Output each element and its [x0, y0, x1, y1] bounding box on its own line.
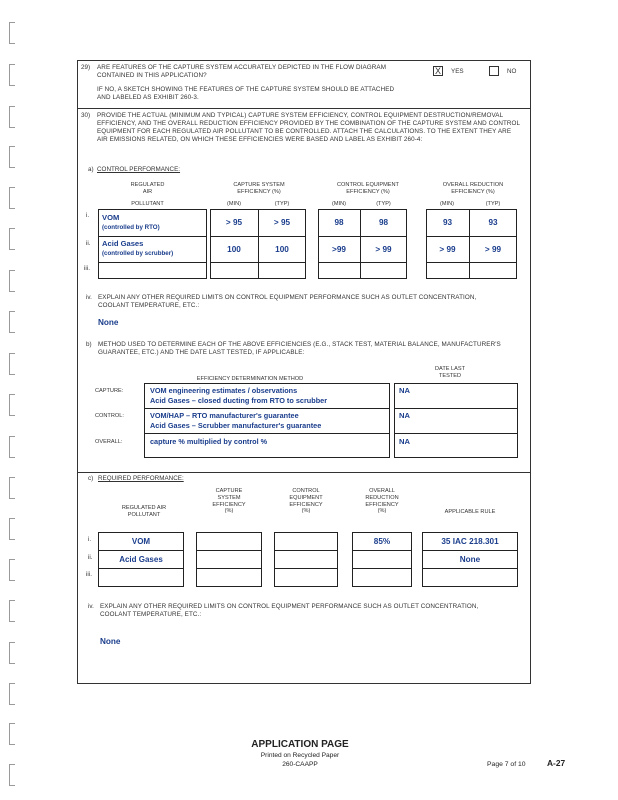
a-row-2-pollutant-note: (controlled by scrubber): [102, 250, 174, 257]
b-row-control-date[interactable]: NA: [399, 411, 410, 420]
c-col-capture-header: CAPTURE SYSTEM EFFICIENCY (%): [212, 488, 246, 515]
q30-text: PROVIDE THE ACTUAL (MINIMUM AND TYPICAL) CAPTURE SYSTEM EFFICIENCY, CONTROL EQUIPMENT DESTRUCTION/REMOVAL EFFICIENCY, AND THE OVERALL REDUCTION EFFICIENCY PROVIDED BY THE COMBINATION OF THE CAPTURE SYSTEM AND CONTROL EQUIPMENT FOR EACH REGULATED AIR POLLUTANT TO BE CONTROLLED. ATTACH THE CALCULATIONS. TO THE EXTENT THEY ARE AIR EMISSIONS RELATED, ON WHICH THESE EFFICIENCIES WERE BASED AND LABEL AS EXHIBIT 260-4:: [97, 112, 520, 143]
a-row-3-capture-typ[interactable]: [258, 262, 306, 279]
b-col-date-header: DATE LAST TESTED: [434, 366, 466, 379]
a-row-1-control-min[interactable]: 98: [334, 218, 344, 227]
divider-29: [77, 108, 531, 109]
a-row-1-overall-min[interactable]: 93: [442, 218, 453, 227]
a-row-3-overall-typ[interactable]: [469, 262, 517, 279]
a-col-control-header: CONTROL EQUIPMENT EFFICIENCY (%): [337, 182, 399, 195]
a-col-capture-header: CAPTURE SYSTEM EFFICIENCY (%): [233, 182, 285, 195]
c-iv-question: EXPLAIN ANY OTHER REQUIRED LIMITS ON CONTROL EQUIPMENT PERFORMANCE SUCH AS OUTLET CONCENTRATION, COOLANT TEMPERATURE, ETC.:: [100, 603, 479, 618]
yes-label: YES: [451, 68, 464, 75]
a-row-1-overall-typ[interactable]: 93: [488, 218, 498, 227]
c-row-1-pollutant[interactable]: VOM: [131, 536, 151, 546]
b-row-capture-method-1[interactable]: VOM engineering estimates / observations: [150, 386, 298, 395]
section-b-text: METHOD USED TO DETERMINE EACH OF THE ABOVE EFFICIENCIES (E.G., STACK TEST, MATERIAL BALANCE, MANUFACTURER'S GUARANTEE, ETC.) AND THE DATE LAST TESTED, IF APPLICABLE:: [98, 341, 501, 356]
a-row-2-capture-typ[interactable]: 100: [275, 244, 289, 254]
a-row-3-number: iii.: [84, 265, 90, 272]
a-iv-number: iv.: [86, 294, 92, 301]
c-row-2-pollutant[interactable]: Acid Gases: [119, 554, 163, 564]
b-col-method-header: EFFICIENCY DETERMINATION METHOD: [196, 376, 304, 382]
c-row-1-overall[interactable]: 85%: [373, 536, 391, 546]
divider-c: [77, 472, 531, 473]
section-c-letter: c): [88, 475, 94, 482]
c-row-3-overall[interactable]: [352, 568, 412, 587]
a-row-1-pollutant[interactable]: VOM: [102, 213, 120, 222]
footer-page-code: A-27: [547, 758, 566, 768]
q30-number: 30): [81, 112, 91, 119]
footer-form-number: 260-CAAPP: [282, 761, 318, 768]
a-iv-question: EXPLAIN ANY OTHER REQUIRED LIMITS ON CONTROL EQUIPMENT PERFORMANCE SUCH AS OUTLET CONCENTRATION, COOLANT TEMPERATURE, ETC.:: [98, 294, 477, 309]
b-row-overall-date[interactable]: NA: [399, 437, 410, 446]
b-row-overall-method[interactable]: capture % multiplied by control %: [150, 437, 268, 446]
a-row-2-overall-typ[interactable]: > 99: [484, 244, 502, 254]
b-row-capture-method-2[interactable]: Acid Gases – closed ducting from RTO to scrubber: [150, 396, 328, 405]
footer-page-number: Page 7 of 10: [487, 761, 526, 768]
c-row-1-capture[interactable]: [196, 532, 262, 550]
a-row-1-capture-min[interactable]: > 95: [225, 218, 243, 227]
yes-checkbox[interactable]: [433, 66, 443, 76]
a-cap-min-label: (MIN): [227, 201, 241, 207]
q29-text: ARE FEATURES OF THE CAPTURE SYSTEM ACCURATELY DEPICTED IN THE FLOW DIAGRAM CONTAINED IN THIS APPLICATION?: [97, 64, 387, 79]
a-ov-min-label: (MIN): [440, 201, 454, 207]
c-col-control-header: CONTROL EQUIPMENT EFFICIENCY (%): [289, 488, 323, 515]
b-row-overall-label: OVERALL:: [95, 439, 123, 445]
a-iv-answer[interactable]: None: [98, 318, 119, 327]
a-ctl-typ-label: (TYP): [376, 201, 391, 207]
section-a-title: CONTROL PERFORMANCE:: [97, 166, 181, 173]
b-row-capture-date[interactable]: NA: [399, 386, 410, 395]
b-date-table: [394, 383, 518, 458]
c-row-2-capture[interactable]: [196, 550, 262, 568]
a-row-3-control-min[interactable]: [318, 262, 360, 279]
a-row-2-overall-min[interactable]: > 99: [439, 244, 456, 254]
c-row-3-capture[interactable]: [196, 568, 262, 587]
c-row-2-rule[interactable]: None: [459, 554, 481, 564]
a-row-2-pollutant[interactable]: Acid Gases: [102, 239, 144, 248]
a-row-3-overall-min[interactable]: [426, 262, 469, 279]
a-col-overall-header: OVERALL REDUCTION EFFICIENCY (%): [442, 182, 504, 195]
c-row-1-rule[interactable]: 35 IAC 218.301: [441, 536, 499, 546]
c-row-2-control[interactable]: [274, 550, 338, 568]
b-row-control-label: CONTROL:: [95, 413, 124, 419]
c-row-3-pollutant[interactable]: [98, 568, 184, 587]
c-row-2-overall[interactable]: [352, 550, 412, 568]
a-row-2-control-typ[interactable]: > 99: [375, 244, 392, 254]
no-label: NO: [507, 68, 517, 75]
a-row-1-pollutant-note: (controlled by RTO): [102, 224, 160, 231]
b-row-control-method-2[interactable]: Acid Gases – Scrubber manufacturer's guarantee: [150, 421, 322, 430]
a-row-1-number: i.: [86, 212, 90, 219]
c-row-1-control[interactable]: [274, 532, 338, 550]
footer-title: APPLICATION PAGE: [251, 739, 349, 750]
c-row-1-number: i.: [88, 536, 92, 543]
a-ctl-min-label: (MIN): [332, 201, 346, 207]
c-col-pollutant-header: REGULATED AIR POLLUTANT: [121, 505, 167, 518]
a-row-1-capture-typ[interactable]: > 95: [273, 218, 291, 227]
a-col-pollutant-header: REGULATED AIR: [130, 182, 165, 195]
yes-check-mark: X: [435, 66, 442, 76]
a-row-2-capture-min[interactable]: 100: [227, 244, 241, 254]
footer-recycled: Printed on Recycled Paper: [260, 752, 340, 759]
b-row-control-method-1[interactable]: VOM/HAP – RTO manufacturer's guarantee: [150, 411, 299, 420]
a-cap-typ-label: (TYP): [274, 201, 290, 207]
a-row-2-control-min[interactable]: >99: [332, 244, 346, 254]
no-checkbox[interactable]: [489, 66, 499, 76]
section-a-letter: a): [88, 166, 94, 173]
q29-note: IF NO, A SKETCH SHOWING THE FEATURES OF THE CAPTURE SYSTEM SHOULD BE ATTACHED AND LABELED AS EXHIBIT 260-3.: [97, 86, 395, 101]
section-b-letter: b): [86, 341, 92, 348]
a-row-3-capture-min[interactable]: [210, 262, 258, 279]
c-row-3-rule[interactable]: [422, 568, 518, 587]
c-col-overall-header: OVERALL REDUCTION EFFICIENCY (%): [365, 488, 399, 515]
a-row-2-number: ii.: [86, 240, 91, 247]
c-row-3-control[interactable]: [274, 568, 338, 587]
a-ov-typ-label: (TYP): [485, 201, 501, 207]
a-col-pollutant-sub: POLLUTANT: [131, 201, 164, 207]
section-c-title: REQUIRED PERFORMANCE:: [98, 475, 184, 482]
c-col-rule-header: APPLICABLE RULE: [444, 509, 496, 515]
b-row-capture-label: CAPTURE:: [95, 388, 124, 394]
c-iv-number: iv.: [88, 603, 94, 610]
q29-number: 29): [81, 64, 91, 71]
c-iv-answer[interactable]: None: [100, 637, 121, 646]
a-row-1-control-typ[interactable]: 98: [378, 218, 389, 227]
c-row-2-number: ii.: [88, 554, 93, 561]
c-row-3-number: iii.: [86, 571, 92, 578]
a-row-3-control-typ[interactable]: [360, 262, 407, 279]
